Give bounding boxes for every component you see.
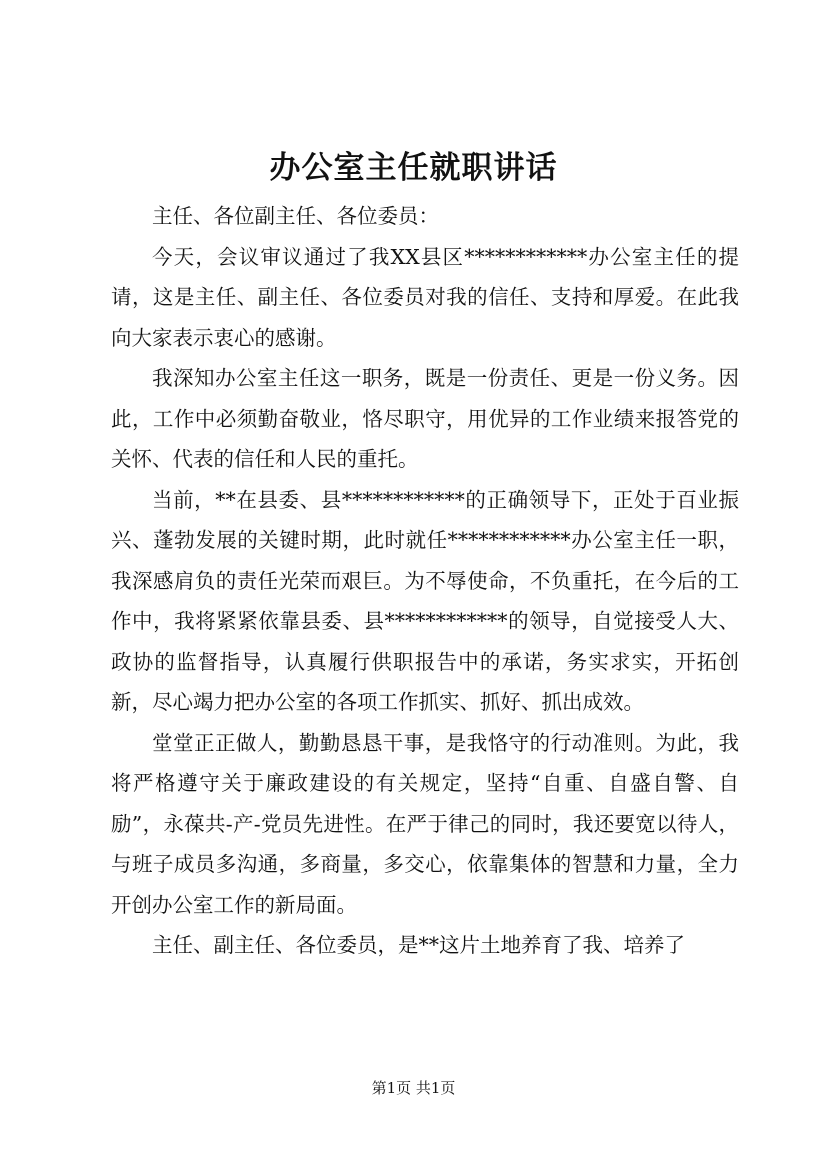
salutation: 主任、各位副主任、各位委员： bbox=[152, 204, 439, 228]
paragraph-1: 今天，会议审议通过了我XX县区************办公室主任的提请，这是主任、副主任、各位委员对我的信任、支持和厚爱。在此我向大家表示衷心的感谢。 bbox=[111, 244, 739, 350]
paragraph-3: 当前，**在县委、县************的正确领导下，正处于百业振兴、蓬勃发展的关键时期，此时就任************办公室主任一职，我深感肩负的责任光荣而艰巨。为不辱使命，不负重托，在今后的工作中，我将紧紧依靠县委、县************的领导，自觉接受人大、政协的监督指导，认真履行供职报告中的承诺，务实求实，开拓创新，尽心竭力把办公室的各项工作抓实、抓好、抓出成效。 bbox=[111, 487, 739, 714]
document-body bbox=[111, 196, 739, 966]
paragraph-5: 主任、副主任、各位委员，是**这片土地养育了我、培养了 bbox=[152, 933, 685, 957]
page-footer: 第1页 共1页 bbox=[371, 1079, 456, 1097]
paragraph-4: 堂堂正正做人，勤勤恳恳干事，是我恪守的行动准则。为此，我将严格遵守关于廉政建设的有关规定，坚持“自重、自盛自警、自励”，永葆共-产-党员先进性。在严于律己的同时，我还要宽以待人，与班子成员多沟通，多商量，多交心，依靠集体的智慧和力量，全力开创办公室工作的新局面。 bbox=[111, 730, 739, 917]
paragraph-2: 我深知办公室主任这一职务，既是一份责任、更是一份义务。因此，工作中必须勤奋敬业，恪尽职守，用优异的工作业绩来报答党的关怀、代表的信任和人民的重托。 bbox=[111, 366, 739, 471]
document-title: 办公室主任就职讲话 bbox=[269, 150, 558, 186]
